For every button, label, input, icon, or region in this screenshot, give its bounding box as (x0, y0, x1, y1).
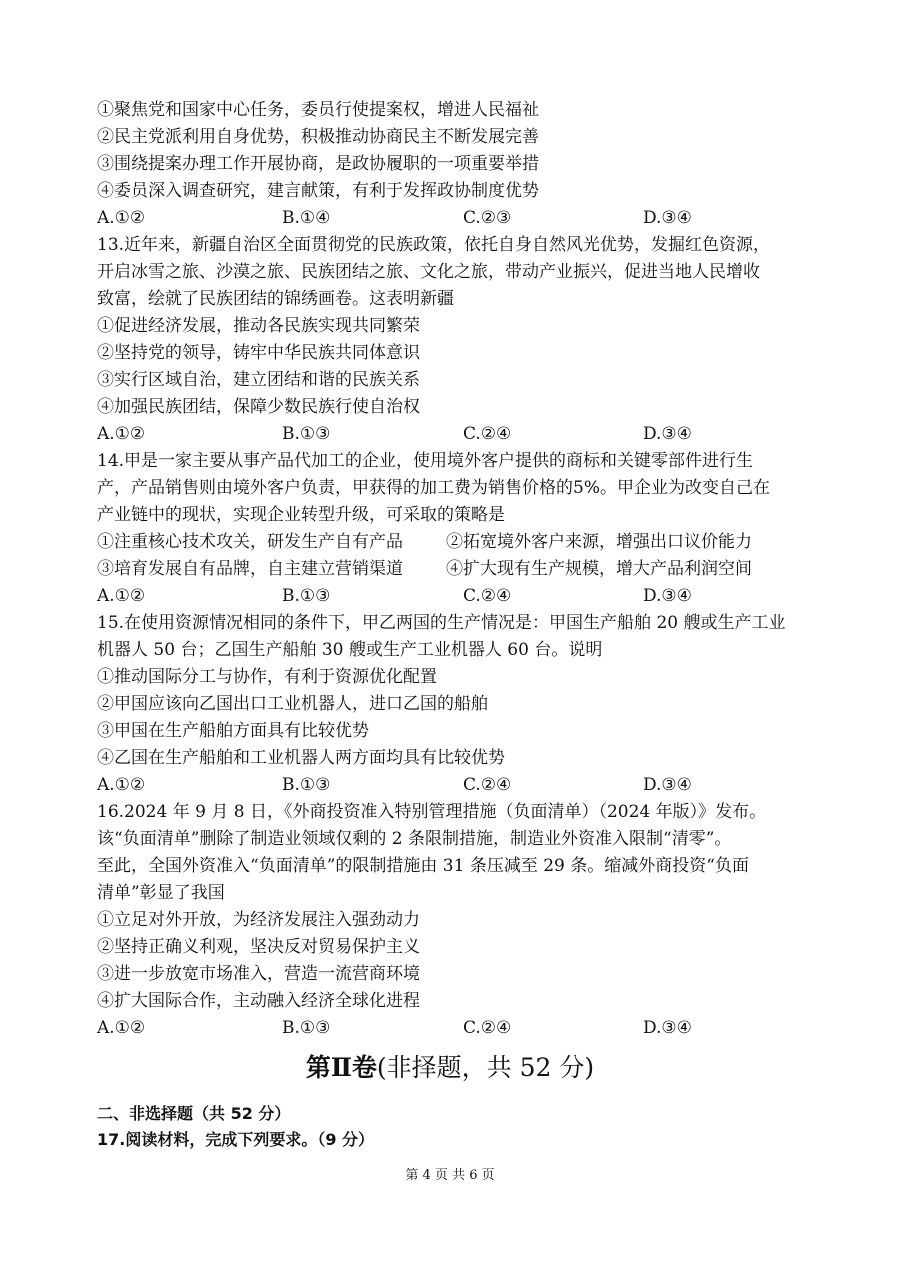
section-title-bold: 第Ⅱ卷 (305, 1053, 377, 1082)
q17-stem: 17.阅读材料，完成下列要求。（9 分） (97, 1130, 375, 1149)
q14-choices (97, 583, 817, 609)
q13-stem-line-2: 开启冰雪之旅、沙漠之旅、民族团结之旅、文化之旅，带动产业振兴，促进当地人民增收 (97, 262, 760, 282)
q16-option-2: ②坚持正确义利观，坚决反对贸易保护主义 (97, 937, 420, 957)
q15-stem-line-1: 15.在使用资源情况相同的条件下，甲乙两国的生产情况是：甲国生产船舶 20 艘或生产工业 (97, 613, 786, 633)
q15-choice-d: D.③④ (643, 775, 692, 795)
q12-option-2: ②民主党派利用自身优势，积极推动协商民主不断发展完善 (97, 127, 539, 147)
q14-option-4: ④扩大现有生产规模，增大产品利润空间 (446, 559, 752, 579)
q14-choice-d: D.③④ (643, 586, 692, 606)
q15-option-1: ①推动国际分工与协作，有利于资源优化配置 (97, 667, 437, 687)
q14-option-2: ②拓宽境外客户来源，增强出口议价能力 (446, 532, 752, 552)
q14-stem-line-3: 产业链中的现状，实现企业转型升级，可采取的策略是 (97, 505, 505, 525)
q15-choice-c: C.②④ (463, 775, 512, 795)
q16-choice-c: C.②④ (463, 1018, 512, 1038)
q13-option-2: ②坚持党的领导，铸牢中华民族共同体意识 (97, 343, 420, 363)
q16-stem-line-3: 至此，全国外资准入“负面清单”的限制措施由 31 条压减至 29 条。缩减外商投资“负面 (97, 856, 749, 876)
q16-stem-line-1: 16.2024 年 9 月 8 日，《外商投资准入特别管理措施（负面清单）（2024 年版）》发布。 (97, 802, 767, 822)
q14-option-3: ③培育发展自有品牌，自主建立营销渠道 (97, 559, 403, 579)
q12-option-3: ③围绕提案办理工作开展协商，是政协履职的一项重要举措 (97, 154, 539, 174)
section-title-rest: (非择题，共 52 分) (376, 1053, 595, 1082)
q13-choice-d: D.③④ (643, 424, 692, 444)
q16-stem-line-2: 该“负面清单”删除了制造业领域仅剩的 2 条限制措施，制造业外资准入限制“清零”。 (97, 829, 732, 849)
q15-choice-b: B.①③ (282, 775, 331, 795)
q16-option-3: ③进一步放宽市场准入，营造一流营商环境 (97, 964, 420, 984)
q14-option-1: ①注重核心技术攻关，研发生产自有产品 (97, 532, 403, 552)
q14-choice-a: A.①② (97, 586, 146, 606)
q15-choices (97, 772, 817, 798)
q16-stem-line-4: 清单”彰显了我国 (97, 883, 225, 903)
q14-stem-line-2: 产，产品销售则由境外客户负责，甲获得的加工费为销售价格的5%。甲企业为改变自己在 (97, 478, 770, 498)
q12-choice-d: D.③④ (643, 208, 692, 228)
q14-option-row-2 (97, 556, 817, 582)
q16-choice-a: A.①② (97, 1018, 146, 1038)
q13-option-4: ④加强民族团结，保障少数民族行使自治权 (97, 397, 420, 417)
q15-stem-line-2: 机器人 50 台；乙国生产船舶 30 艘或生产工业机器人 60 台。说明 (97, 640, 603, 660)
q15-option-2: ②甲国应该向乙国出口工业机器人，进口乙国的船舶 (97, 694, 488, 714)
q12-option-1: ①聚焦党和国家中心任务，委员行使提案权，增进人民福祉 (97, 100, 539, 120)
q16-option-1: ①立足对外开放，为经济发展注入强劲动力 (97, 910, 420, 930)
q16-option-4: ④扩大国际合作，主动融入经济全球化进程 (97, 991, 420, 1011)
q12-choices (97, 205, 817, 231)
q16-choices (97, 1015, 817, 1041)
q13-choice-a: A.①② (97, 424, 146, 444)
q12-option-4: ④委员深入调查研究，建言献策，有利于发挥政协制度优势 (97, 181, 539, 201)
q14-stem-line-1: 14.甲是一家主要从事产品代加工的企业，使用境外客户提供的商标和关键零部件进行生 (97, 451, 754, 471)
q13-stem-line-3: 致富，绘就了民族团结的锦绣画卷。这表明新疆 (97, 289, 454, 309)
q15-option-3: ③甲国在生产船舶方面具有比较优势 (97, 721, 369, 741)
q13-choices (97, 421, 817, 447)
q16-choice-d: D.③④ (643, 1018, 692, 1038)
q13-choice-c: C.②④ (463, 424, 512, 444)
part-two-heading: 二、非选择题（共 52 分） (97, 1104, 291, 1123)
q16-choice-b: B.①③ (282, 1018, 331, 1038)
section-title (0, 1050, 900, 1086)
q13-option-3: ③实行区域自治，建立团结和谐的民族关系 (97, 370, 420, 390)
page-footer: 第 4 页 共 6 页 (405, 1168, 495, 1183)
q14-choice-c: C.②④ (463, 586, 512, 606)
q15-choice-a: A.①② (97, 775, 146, 795)
q14-choice-b: B.①③ (282, 586, 331, 606)
q13-option-1: ①促进经济发展，推动各民族实现共同繁荣 (97, 316, 420, 336)
q13-stem-line-1: 13.近年来，新疆自治区全面贯彻党的民族政策，依托自身自然风光优势，发掘红色资源， (97, 235, 771, 255)
q12-choice-a: A.①② (97, 208, 146, 228)
q12-choice-c: C.②③ (463, 208, 512, 228)
q14-option-row-1 (97, 529, 817, 555)
q15-option-4: ④乙国在生产船舶和工业机器人两方面均具有比较优势 (97, 748, 505, 768)
q13-choice-b: B.①③ (282, 424, 331, 444)
q12-choice-b: B.①④ (282, 208, 331, 228)
